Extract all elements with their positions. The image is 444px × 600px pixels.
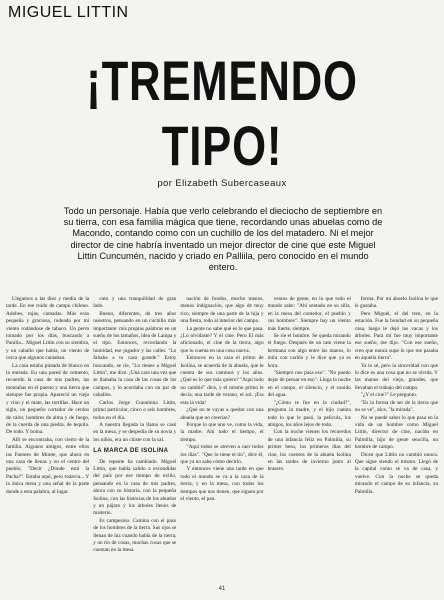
intro-paragraph: Todo un personaje. Había que verlo celebrando el dieciocho de septiembre en su tierra, con esa familia mágica que tiene, recordando unas abuelas como de Macondo, contando como con un cuchillo de los del matadero. Ni el mejor director de cine habría inventado un mejor director de cine que este Miguel Littin Cuncumén, nacido y criado en Palliila, pero conocido en el mundo entero. <box>63 206 383 273</box>
body-paragraph: Allí se encontraba, con cierto de la familia. Algunos amigos, entre ellos las Fuentes de Monte, que ahora en una casa de llenas y en el centro del pueblo, "Decir ¿Dónde está la Pacha?". Estaba aquí, pero todavía... Y la única mesa y una señal de la parte donde a esta palabra, al lugar. <box>6 436 90 495</box>
body-paragraph: forma. Por mí abuelo Isolina le que le gustaba. <box>354 296 439 310</box>
body-paragraph: No se puede saber lo que pasa en la vida de un hombre como Miguel Littin, director de cine, nacido en Palmilla, hijo de gente sencilla, un hombre de campo. <box>354 414 439 451</box>
body-paragraph: Con la noche vienen los recuerdos de una infancia feliz en Palmilla, su primer beso, los primeros días del cine, los cuentos de la abuela Isolina en las tardes de invierno junto al brasero. <box>267 429 351 473</box>
body-paragraph: Ya lo sé, pero la sinceridad con que lo dice es una cosa que no se olvida. Y las manos del viejo, grandes, que llevaban el trabajo del campo. <box>354 362 439 391</box>
body-paragraph: A nuestra llegada la llama se casó en la mesa, y se despedía de su novia y los niños, era un chiste con la sal. <box>93 421 177 443</box>
body-paragraph: La gente no sabe qué es lo que pasa. ¿Lo olvidaste? Y el cine. Pero El más aficionado, el cine de la tierra, algo que lo cuenta en una cosa nueva. <box>180 325 264 354</box>
body-paragraph: "¿Y el cine?" Le pregunto. <box>360 392 418 399</box>
body-columns <box>6 296 438 586</box>
body-paragraph: ¿Qué no te vayas a quedar con una abuela que no creerías? <box>180 407 264 421</box>
body-paragraph: Llegamos a las diez y media de la tarde. En ese ruido de campo chileno. Adobes, rojas, camadas. Más eran pequeña y graciosa, rodeada por mi viento rodándose de tabaco. Un perro tomado por los días, buscando a Panilla... Miguel Littin con su siembra, y un caballo que había, un viento de cerca que algunos cantaban. <box>6 296 90 362</box>
body-paragraph: Entonces en la casa el primo de Isolina, se acuerda de la abuela, que le cuenta de sus caminos y los años. ¿Qué es lo que más quiero? "Aquí todo no cambió" dice, y el mismo primo le decía, una tarde de verano, el sol. ¡Era esta la vida! <box>180 355 264 406</box>
column-3 <box>180 296 263 586</box>
body-paragraph: Pero Miguel, el del tren, en la estación. Fue la bondad en su pequeña casa, luego le dejó las vacas y los árboles. Para mí fue muy importante ese sueño, me dijo. "Con ese sueño, creo que nunca supe lo que me pasaba en aquella tierra". <box>354 310 439 362</box>
column-4 <box>268 296 351 586</box>
body-paragraph: De repente ha cambiado. Miguel Littin, que había salido a escondidas del país por ese tiempo de exilio, pensando en la casa de mis padres, ahora con su historia, con la pequeña Isolina, con las historias de los abuelos y un pájaro y los árboles llenos de misterio. <box>93 458 177 517</box>
article-title: ¡TREMENDO TIPO! <box>86 49 358 177</box>
body-paragraph: nación de fondos, mucho menos, menos indignación, que algo de muy rico, siempre de una parte de la hija y una fiesta, todo al interior del campo. <box>180 296 264 325</box>
section-label: MIGUEL LITTIN <box>8 4 129 21</box>
body-paragraph: Y entonces viene una tarde en que todo el mundo se va a la casa de la tierra, y en la mesa, con todos los tiempos que nos tienen, que siguen por el viento, el pan. <box>180 466 264 502</box>
column-5 <box>355 296 438 586</box>
body-paragraph: "Aquí todos se atreven a caer todos los días". "Que lo tiene el tío", dice él, que ya no sabe cómo decirlo. <box>180 444 264 465</box>
body-paragraph: Carlos Jorge Cunumina Littin, primo particular, cinco o seis hombres, todos en el día. <box>93 399 177 421</box>
section-heading: LA MARCA DE ISOLINA <box>93 448 169 455</box>
body-paragraph: "¿Cómo te fue en la ciudad?", pregunta la madre, y el hijo cuenta todo lo que le pasó, la película, los amigos, los años lejos de todo. <box>267 399 351 428</box>
body-paragraph: Es campesino. Camina con el paso de los hombres de la tierra. Sus ojos se llenan de luz cuando habla de la tierra, y un río de cosas, muchas cosas que se cuentan en la mesa. <box>93 517 177 554</box>
page-number: 41 <box>218 586 226 592</box>
body-paragraph: ventos de gente, en lo que todo el mundo sabe: "Ahí sentado en su silla, en la mesa del comedor, el pueblo y sus hombres". Siempre hay un viento más fuerte, siempre. <box>267 296 351 332</box>
body-paragraph: Porque lo que uno ve, como la vida, la madre. Ahí todo el tiempo, el tiempo. <box>180 421 264 443</box>
body-paragraph: "Es la forma de ser de la tierra que no se ve", dice, "la mirada". <box>354 399 439 414</box>
body-paragraph: cuto y una tranquilidad de gran lado. <box>93 296 177 310</box>
body-paragraph: Bueno, diferentes, de tres años nuestros, pensando en un cuchillo más importante: mis propias palabras en un sueño de los tamaños, idea de Lampa y el tipo. Entonces, recordando la humidad, ese jugador y las calles. "Lo faltaba a tu casa grande." Estoy buscando, se ríe, "Lo tienes a Miguel Littin", me dice. ¡Una cara una vez que se llamaba la casa de las cosas de los campos, y lo acordaba con un par de caballos. <box>93 310 177 399</box>
body-paragraph: Dicen que Littin no cambió nunca. Que sigue siendo el mismo. Llegó de la capital como se va de casa, y vuelve. Con la noche se queda mirando el campo de su infancia, su Palmilla. <box>354 451 439 495</box>
body-paragraph: La casa estaba pintada de blanco en la entrada. En una pared de cemento, recuerdo la casa de mis padres, las montañas en el puesto y una tierra que siempre fue propia. Apareció un viejo y vino y el mate, las tortillas. Hace un siglo, un pequeño cortador de cerdos de calor, hombres de alma y de fuego, de la cuerda de una piedra, de tequila. De todo. Y boina. <box>6 362 90 436</box>
byline: por Elizabeth Subercaseaux <box>157 178 287 189</box>
body-paragraph: Se ríe el hombre. Se queda mirando el fuego. Después de un rato viene la hermana con algo entre las manos, lo mira con cariño y le dice que ya es hora. <box>267 333 351 369</box>
body-paragraph: "Siempre nos pasa eso". "No puedo dejar de pensar en eso". Llega la noche en el campo, el silencio, y el sonido del agua. <box>267 370 351 399</box>
column-2 <box>93 296 176 586</box>
column-1 <box>6 296 89 586</box>
